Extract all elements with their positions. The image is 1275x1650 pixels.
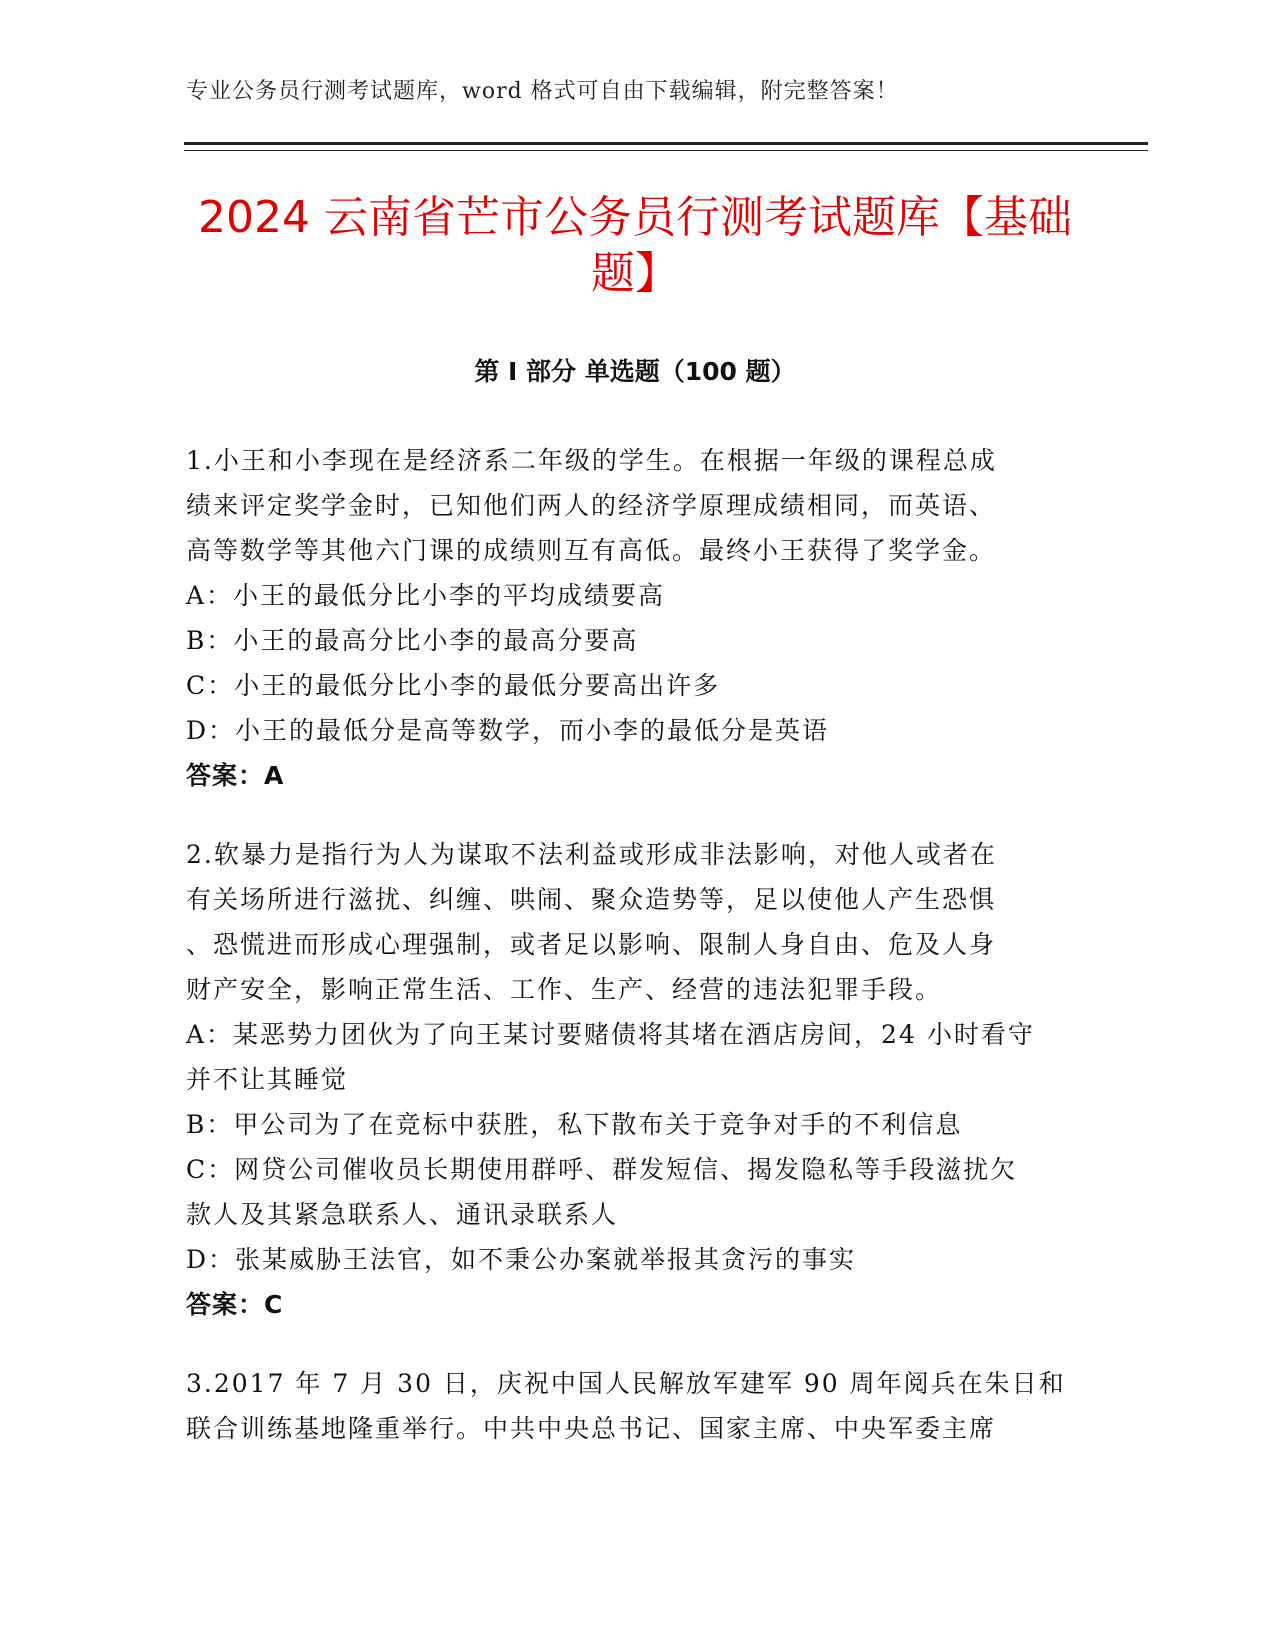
option-a: A：某恶势力团伙为了向王某讨要赌债将其堵在酒店房间，24 小时看守 并不让其睡觉 [186,1020,1035,1094]
title-line-1: 2024 云南省芒市公务员行测考试题库【基础 [198,192,1072,243]
stem-line: 2.软暴力是指行为人为谋取不法利益或形成非法影响，对他人或者在 [186,840,997,869]
question-1 [186,438,1076,798]
question-2 [186,832,1076,1327]
answer: 答案：A [186,761,285,790]
option-b: B：小王的最高分比小李的最高分要高 [186,626,639,655]
header-rule-thick [184,142,1148,145]
question-3 [186,1361,1076,1451]
stem-line: 3.2017 年 7 月 30 日，庆祝中国人民解放军建军 90 周年阅兵在朱日和 [186,1369,1066,1398]
option-a: A：小王的最低分比小李的平均成绩要高 [186,581,666,610]
question-stem [186,1361,1076,1451]
stem-line: 绩来评定奖学金时，已知他们两人的经济学原理成绩相同，而英语、 [186,491,997,520]
question-stem [186,438,1076,573]
stem-line: 财产安全，影响正常生活、工作、生产、经营的违法犯罪手段。 [186,975,943,1004]
header-rule-thin [184,150,1148,151]
stem-line: 联合训练基地隆重举行。中共中央总书记、国家主席、中央军委主席 [186,1414,997,1443]
option-d: D：小王的最低分是高等数学，而小李的最低分是英语 [186,716,830,745]
question-list [186,438,1076,1485]
header-note: 专业公务员行测考试题库，word 格式可自由下载编辑，附完整答案！ [186,79,899,104]
section-title: 第 I 部分 单选题（100 题） [474,357,796,386]
question-stem [186,832,1076,1012]
option-d: D：张某威胁王法官，如不秉公办案就举报其贪污的事实 [186,1245,857,1274]
title-line-2: 题】 [591,248,679,299]
stem-line: 高等数学等其他六门课的成绩则互有高低。最终小王获得了奖学金。 [186,536,997,565]
option-c: C：小王的最低分比小李的最低分要高出许多 [186,671,721,700]
option-c: C：网贷公司催收员长期使用群呼、群发短信、揭发隐私等手段滋扰欠 款人及其紧急联系人、通讯录联系人 [186,1155,1018,1229]
answer: 答案：C [186,1290,284,1319]
option-b: B：甲公司为了在竞标中获胜，私下散布关于竞争对手的不利信息 [186,1110,963,1139]
document-title [180,190,1090,302]
stem-line: 、恐慌进而形成心理强制，或者足以影响、限制人身自由、危及人身 [186,930,997,959]
stem-line: 有关场所进行滋扰、纠缠、哄闹、聚众造势等，足以使他人产生恐惧 [186,885,997,914]
stem-line: 1.小王和小李现在是经济系二年级的学生。在根据一年级的课程总成 [186,446,997,475]
